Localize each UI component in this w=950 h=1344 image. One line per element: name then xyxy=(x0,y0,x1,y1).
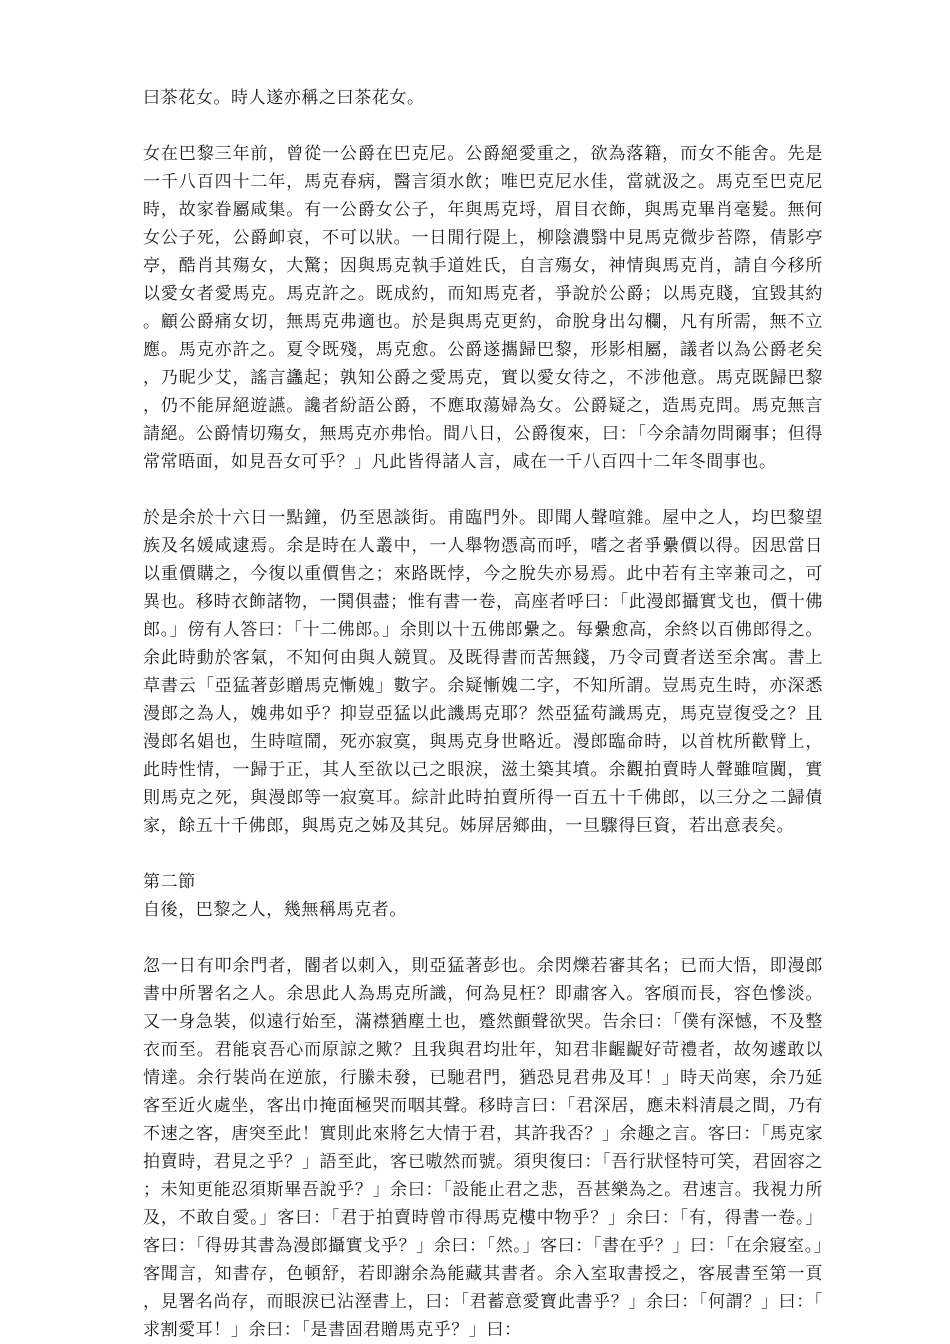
paragraph-spacer xyxy=(143,112,823,140)
document-page xyxy=(143,84,823,1344)
paragraph-auction: 於是余於十六日一點鐘，仍至恩談街。甫臨門外。即聞人聲喧雜。屋中之人，均巴黎望族及名媛咸逮焉。余是時在人叢中，一人舉物憑高而呼，嗜之者爭纍價以得。因思當日以重價購之，今復以重價售之；來路既悖，今之脫失亦易焉。此中若有主宰兼司之，可異也。移時衣飾諸物，一鬨俱盡；惟有書一卷，高座者呼曰：「此漫郎攝實戈也，價十佛郎。」傍有人答曰：「十二佛郎。」余則以十五佛郎纍之。每纍愈高，余終以百佛郎得之。余此時動於客氣，不知何由與人競買。及既得書而苦無錢，乃令司賣者送至余寓。書上草書云「亞猛著彭贈馬克慚媿」數字。余疑慚媿二字，不知所謂。豈馬克生時，亦深悉漫郎之為人，媿弗如乎？抑豈亞猛以此譏馬克耶？然亞猛苟識馬克，馬克豈復受之？且漫郎名娼也，生時喧鬧，死亦寂寞，與馬克身世略近。漫郎臨命時，以首枕所歡臂上，此時性情，一歸于正，其人至欲以己之眼淚，滋土築其墳。余觀拍賣時人聲雖喧闐，實則馬克之死，與漫郎等一寂寞耳。綜計此時拍賣所得一百五十千佛郎，以三分之二歸債家，餘五十千佛郎，與馬克之姊及其兒。姊屏居鄉曲，一旦驟得巨資，若出意表矣。 xyxy=(143,508,823,836)
paragraph-spacer xyxy=(143,476,823,504)
paragraph-opening-line: 曰茶花女。時人遂亦稱之曰茶花女。 xyxy=(143,88,425,108)
paragraph-spacer xyxy=(143,840,823,868)
paragraph-spacer xyxy=(143,924,823,952)
paragraph-section-intro: 自後，巴黎之人，幾無稱馬克者。 xyxy=(143,900,407,920)
section-heading: 第二節 xyxy=(143,872,196,892)
paragraph-visitor: 忽一日有叩余門者，閽者以刺入，則亞猛著彭也。余閃爍若審其名；已而大悟，即漫郎書中所署名之人。余思此人為馬克所識，何為見枉？即肅客入。客頎而長，容色慘淡。又一身急裝，似遠行始至，滿襟猶塵土也，蹙然顫聲欲哭。告余曰：「僕有深憾，不及整衣而至。君能哀吾心而原諒之歟？且我與君均壯年，知君非齷齪好苛禮者，故匆遽敢以情達。余行裝尚在逆旅，行縢未發，已馳君門，猶恐見君弗及耳！」時天尚寒，余乃延客至近火處坐，客出巾掩面極哭而咽其聲。移時言曰：「君深居，應未料清晨之間，乃有不速之客，唐突至此！實則此來將乞大情于君，其許我否？」余趣之言。客曰：「馬克家拍賣時，君見之乎？」語至此，客已嗷然而號。須臾復曰：「吾行狀怪特可笑，君固容之；未知更能忍須斯畢吾說乎？」余曰：「設能止君之悲，吾甚樂為之。君速言。我視力所及，不敢自愛。」客曰：「君于拍賣時曾市得馬克樓中物乎？」余曰：「有，得書一卷。」客曰：「得毋其書為漫郎攝實戈乎？」余曰：「然。」客曰：「書在乎？」曰：「在余寢室。」客聞言，知書存，色頓舒，若即謝余為能藏其書者。余入室取書授之，客展書至第一頁，見署名尚存，而眼淚已沾溼書上，曰：「君蓄意愛寶此書乎？」余曰：「何謂？」曰：「求割愛耳！」余曰：「是書固君贈馬克乎？」曰： xyxy=(143,956,823,1340)
paragraph-duke-story: 女在巴黎三年前，曾從一公爵在巴克尼。公爵絕愛重之，欲為落籍，而女不能舍。先是一千八百四十二年，馬克春病，醫言須水飲；唯巴克尼水佳，當就汲之。馬克至巴克尼時，故家眷屬咸集。有一公爵女公子，年與馬克埒，眉目衣飾，與馬克畢肖毫髮。無何女公子死，公爵卹哀，不可以狀。一日閒行隄上，柳陰濃翳中見馬克微步苔際，倩影亭亭，酷肖其殤女，大驚；因與馬克執手道姓氏，自言殤女，神情與馬克肖，請自今移所以愛女者愛馬克。馬克許之。既成約，而知馬克者，爭說於公爵；以馬克賤，宜毀其約。顧公爵痛女切，無馬克弗適也。於是與馬克更約，命脫身出勾欄，凡有所需，無不立應。馬克亦許之。夏令既殘，馬克愈。公爵遂攜歸巴黎，形影相屬，議者以為公爵老矣，乃昵少艾，謠言蠭起；孰知公爵之愛馬克，實以愛女待之，不涉他意。馬克既歸巴黎，仍不能屏絕遊讌。讒者紛語公爵，不應取蕩婦為女。公爵疑之，造馬克問。馬克無言請絕。公爵情切殤女，無馬克亦弗怡。間八日，公爵復來，曰：「今余請勿問爾事；但得常常晤面，如見吾女可乎？」凡此皆得諸人言，咸在一千八百四十二年冬間事也。 xyxy=(143,144,823,472)
